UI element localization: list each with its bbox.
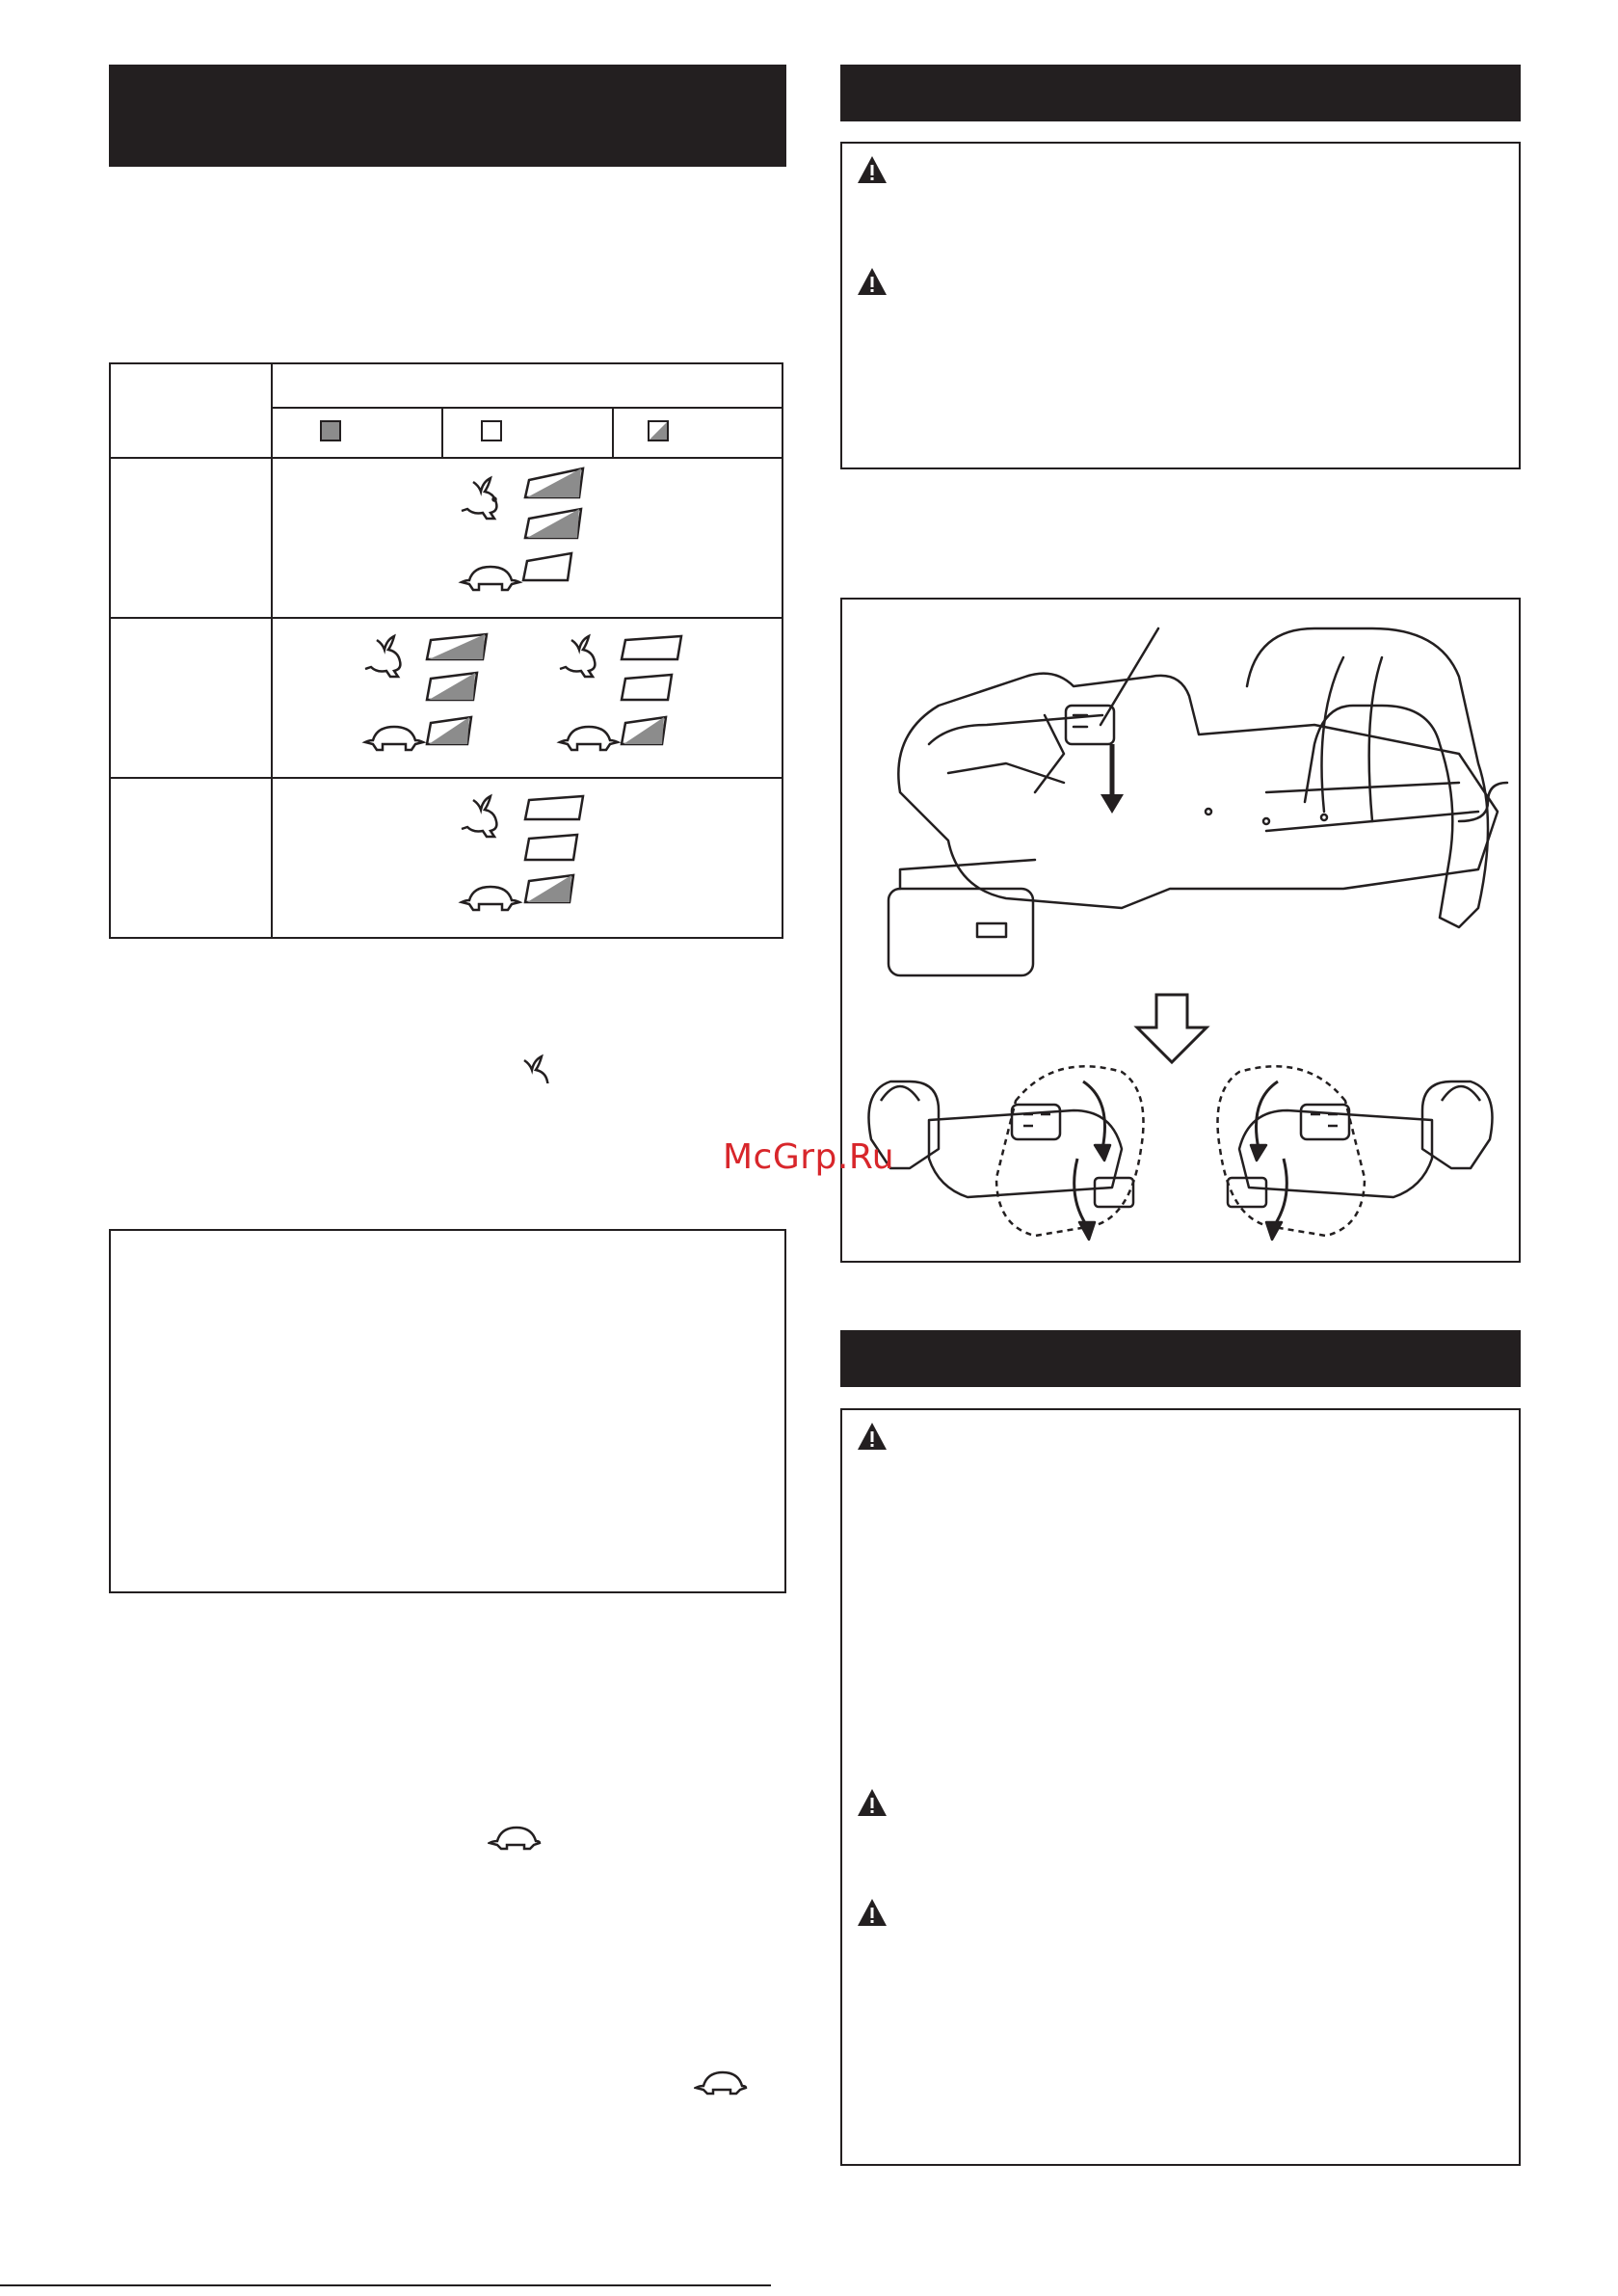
turtle-icon <box>365 727 423 750</box>
rabbit-icon <box>365 636 400 677</box>
footer-rule <box>0 2284 771 2286</box>
turtle-icon <box>560 727 618 750</box>
row-icons-c <box>272 778 782 938</box>
warning-triangle-icon <box>856 1897 889 1928</box>
turtle-icon <box>462 567 519 590</box>
figure-box <box>840 598 1521 1263</box>
warning-triangle-icon <box>856 154 889 185</box>
speed-indicator-group-c <box>273 779 778 933</box>
warning-box-bottom <box>840 1408 1521 2166</box>
legend-cell-empty <box>442 408 613 458</box>
speed-mode-table <box>109 362 783 939</box>
rabbit-icon <box>515 1051 553 1083</box>
section-header-bar-right-middle <box>840 1330 1521 1387</box>
filled-square-icon <box>273 409 441 453</box>
warning-triangle-icon <box>856 266 889 297</box>
note-box-left <box>109 1229 786 1593</box>
empty-square-icon <box>443 409 612 453</box>
legend-cell-filled <box>272 408 442 458</box>
row-icons-b <box>272 618 782 778</box>
speed-indicator-group-a <box>273 459 778 613</box>
rotation-detail-left <box>869 1066 1144 1240</box>
row-label-a <box>110 458 272 618</box>
table-row <box>110 458 782 618</box>
section-header-bar-right-top <box>840 65 1521 121</box>
speed-indicator-group-b <box>273 619 778 773</box>
down-arrow-icon <box>1101 744 1124 814</box>
table-row <box>110 618 782 778</box>
row-label-b <box>110 618 272 778</box>
table-header-span <box>272 363 782 408</box>
warning-box-top <box>840 142 1521 469</box>
turtle-icon <box>694 2067 748 2096</box>
legend-cell-half <box>613 408 782 458</box>
row-icons-a <box>272 458 782 618</box>
rabbit-icon <box>462 478 496 519</box>
row-label-c <box>110 778 272 938</box>
rabbit-icon <box>462 796 496 837</box>
warning-triangle-icon <box>856 1421 889 1452</box>
down-arrow-icon <box>1137 995 1207 1062</box>
half-square-icon <box>614 409 782 453</box>
turtle-icon <box>488 1822 542 1851</box>
rabbit-icon <box>560 636 595 677</box>
table-header-blank <box>110 363 272 458</box>
section-header-bar-left <box>109 65 786 167</box>
watermark: McGrp.Ru <box>723 1137 895 1177</box>
turtle-icon <box>462 887 519 910</box>
hedge-trimmer-illustration <box>842 600 1519 1261</box>
table-row <box>110 778 782 938</box>
rotation-detail-right <box>1218 1066 1493 1240</box>
warning-triangle-icon <box>856 1787 889 1818</box>
